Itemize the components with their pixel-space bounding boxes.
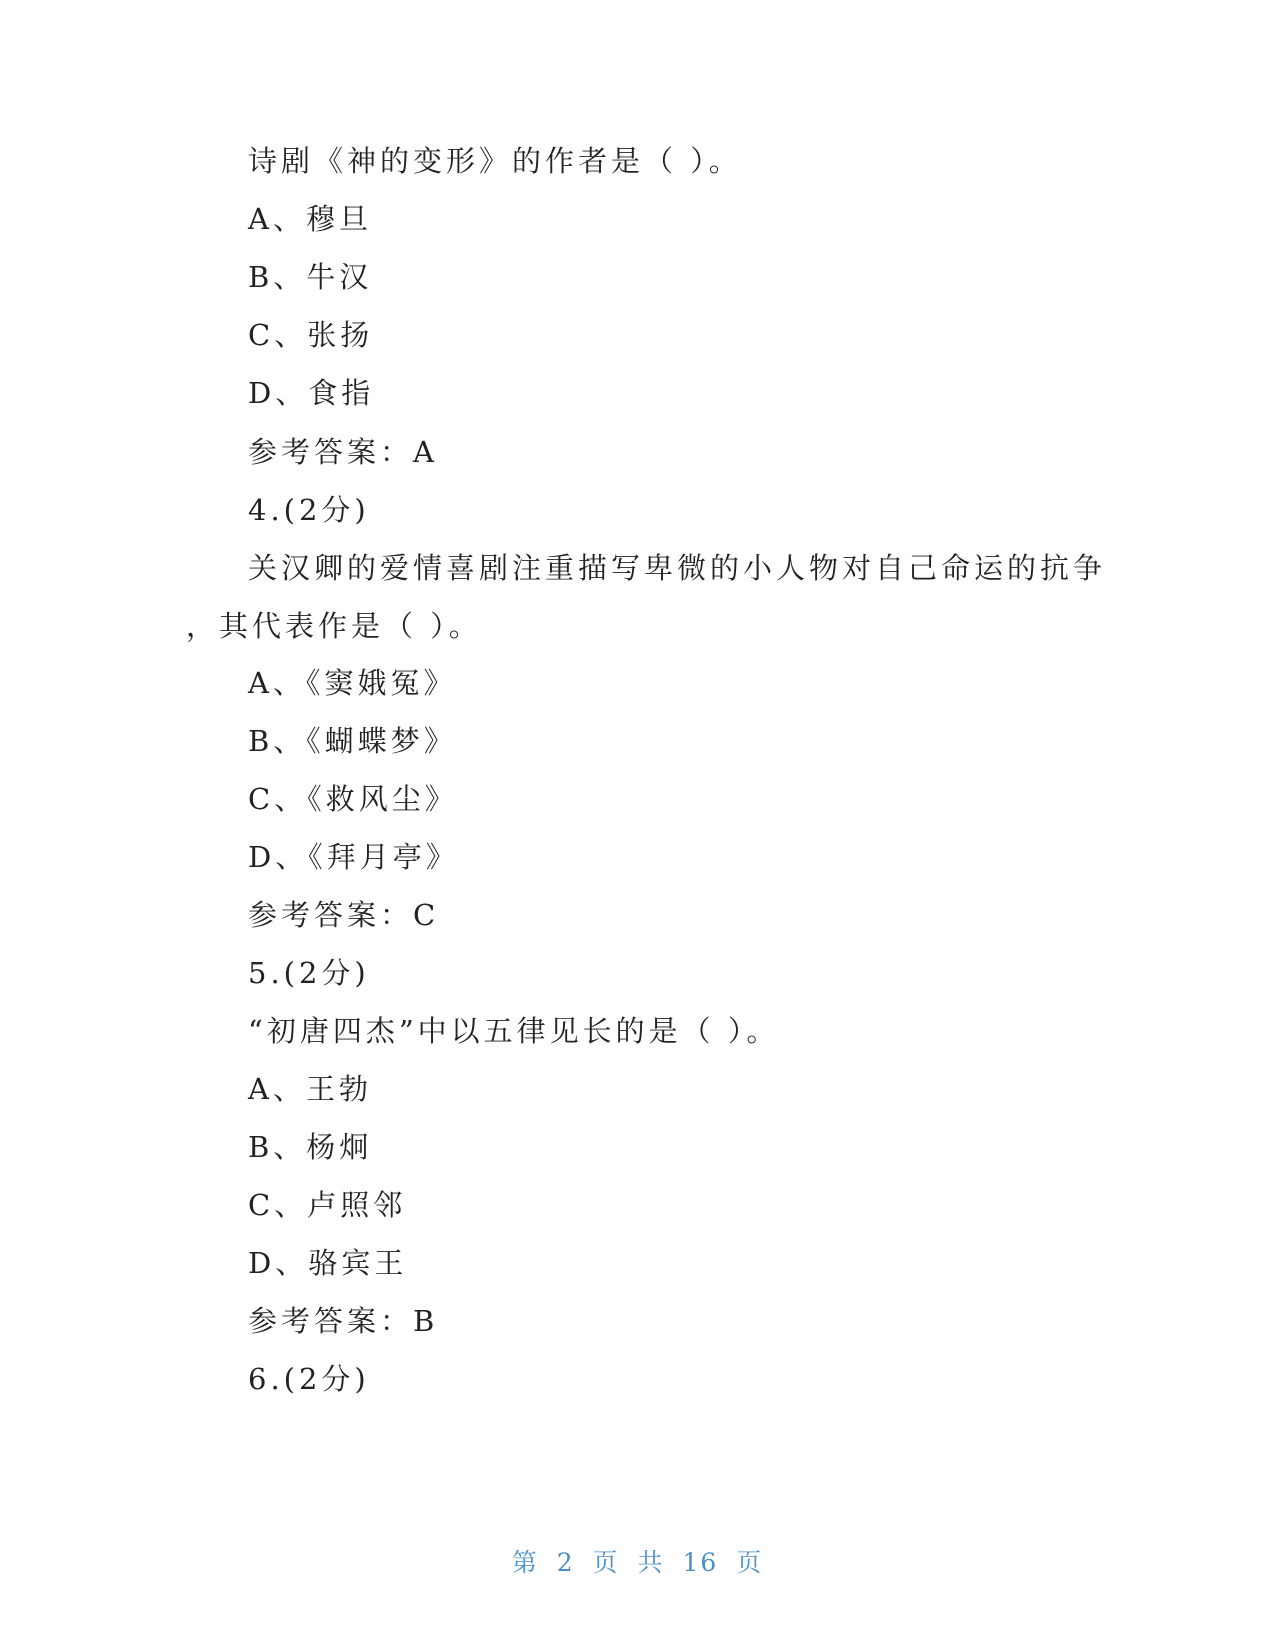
page-footer <box>0 1543 1275 1579</box>
footer-label-page: 第 <box>511 1548 539 1577</box>
q5-answer: 参考答案：B <box>248 1304 439 1338</box>
q4-option-b: B、《蝴蝶梦》 <box>248 724 457 758</box>
q5-stem: “初唐四杰”中以五律见长的是（ ）。 <box>248 1014 780 1048</box>
footer-label-total: 共 <box>637 1548 665 1577</box>
q3-option-a: A、穆旦 <box>248 202 372 236</box>
q5-option-c: C、卢照邻 <box>248 1188 407 1222</box>
q5-option-d: D、骆宾王 <box>248 1246 408 1280</box>
q6-number: 6.(2分) <box>248 1362 370 1396</box>
q4-stem-line1: 关汉卿的爱情喜剧注重描写卑微的小人物对自己命运的抗争 <box>248 551 1107 585</box>
q3-option-d: D、食指 <box>248 376 375 410</box>
q3-answer: 参考答案：A <box>248 435 438 469</box>
q4-option-c: C、《救风尘》 <box>248 782 458 816</box>
q5-option-a: A、王勃 <box>248 1072 372 1106</box>
footer-current-page: 2 <box>556 1548 575 1577</box>
footer-label-ye2: 页 <box>736 1548 764 1577</box>
q5-option-b: B、杨炯 <box>248 1130 373 1164</box>
q4-stem-line2: ，其代表作是（ ）。 <box>186 609 482 643</box>
q3-option-b: B、牛汉 <box>248 260 373 294</box>
q4-number: 4.(2分) <box>248 493 370 527</box>
q3-option-c: C、张扬 <box>248 318 374 352</box>
q4-answer: 参考答案：C <box>248 898 440 932</box>
q5-number: 5.(2分) <box>248 956 370 990</box>
footer-total-pages: 16 <box>682 1548 719 1577</box>
q4-option-a: A、《窦娥冤》 <box>248 666 457 700</box>
q4-option-d: D、《拜月亭》 <box>248 840 459 874</box>
footer-label-ye: 页 <box>592 1548 620 1577</box>
q3-stem: 诗剧《神的变形》的作者是（ ）。 <box>248 144 742 178</box>
